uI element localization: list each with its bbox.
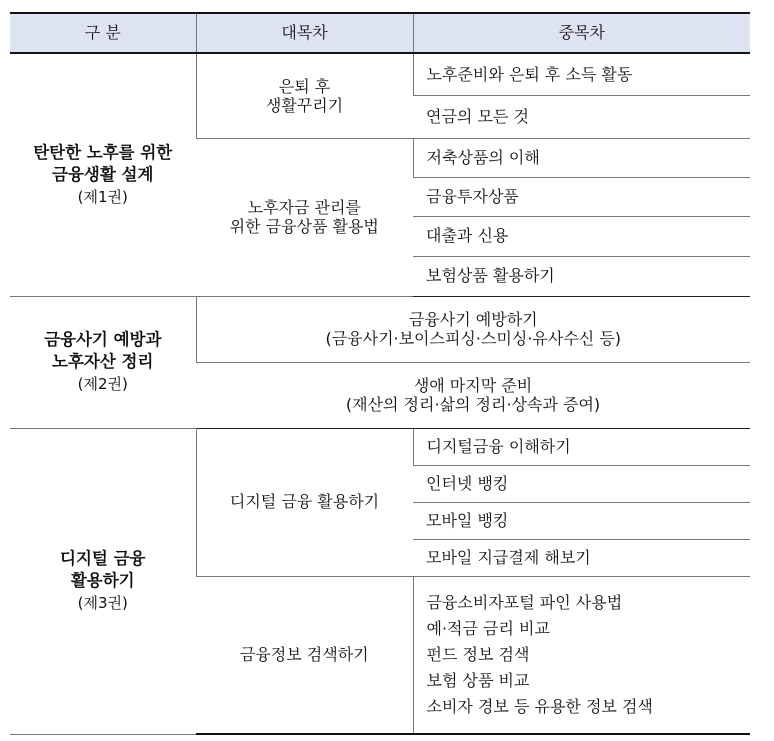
major-line: 디지털 금융 활용하기 xyxy=(229,492,380,512)
header-major: 대목차 xyxy=(196,13,413,53)
minor-item: 연금의 모든 것 xyxy=(413,95,750,138)
section-1-title-line-1: 탄탄한 노후를 위한 xyxy=(33,142,173,162)
section-3-volume: (제3권) xyxy=(77,594,128,612)
minor-item: 모바일 지급결제 해보기 xyxy=(413,539,750,576)
major-line: 위한 금융상품 활용법 xyxy=(229,217,379,236)
major-line: 노후자금 관리를 xyxy=(247,197,361,217)
major-line: 생활꾸리기 xyxy=(265,95,344,115)
section-1-volume: (제1권) xyxy=(77,187,128,206)
section-1-title-line-2: 금융생활 설계 xyxy=(52,164,154,184)
minor-item: 보험상품 활용하기 xyxy=(413,256,750,296)
minor-item: 금융투자상품 xyxy=(413,177,750,216)
minor-item: 인터넷 뱅킹 xyxy=(413,465,750,502)
section-2-title-line-2: 노후자산 정리 xyxy=(52,352,154,371)
section-2-category xyxy=(10,296,196,428)
section-3-title-line-2: 활용하기 xyxy=(70,571,135,590)
header-category: 구 분 xyxy=(10,13,196,53)
section-3-major-1 xyxy=(196,428,413,576)
list-item: 금융소비자포털 파인 사용법 xyxy=(426,592,623,612)
list-item: 펀드 정보 검색 xyxy=(426,644,530,664)
minor-list xyxy=(413,576,750,734)
section-2-item-1 xyxy=(196,296,750,362)
minor-item: 모바일 뱅킹 xyxy=(413,502,750,539)
contents-table xyxy=(10,12,750,735)
section-2-title-line-1: 금융사기 예방과 xyxy=(44,330,162,349)
section-2-item-2 xyxy=(196,362,750,428)
minor-item: 저축상품의 이해 xyxy=(413,138,750,177)
section-3-major-2 xyxy=(196,576,413,734)
item-line: 생애 마지막 준비 xyxy=(413,375,533,395)
table-row xyxy=(10,296,750,362)
table-row xyxy=(10,428,750,465)
minor-item: 대출과 신용 xyxy=(413,216,750,256)
section-1-major-2 xyxy=(196,138,413,296)
item-line: 금융사기 예방하기 xyxy=(408,309,538,329)
major-line: 은퇴 후 xyxy=(278,76,331,96)
item-line: (재산의 정리·삶의 정리·상속과 증여) xyxy=(345,395,601,414)
list-item: 보험 상품 비교 xyxy=(426,670,530,690)
section-2-volume: (제2권) xyxy=(77,375,128,393)
item-line: (금융사기·보이스피싱·스미싱·유사수신 등) xyxy=(325,329,622,348)
header-minor: 중목차 xyxy=(413,13,750,53)
major-line: 금융정보 검색하기 xyxy=(239,645,369,665)
minor-item: 디지털금융 이해하기 xyxy=(413,428,750,465)
header-row xyxy=(10,13,750,53)
table-row xyxy=(10,53,750,95)
section-3-title-line-1: 디지털 금융 xyxy=(60,549,146,568)
list-item: 예·적금 금리 비교 xyxy=(426,618,550,638)
list-item: 소비자 경보 등 유용한 정보 검색 xyxy=(426,696,653,716)
section-3-category xyxy=(10,428,196,734)
section-1-category xyxy=(10,53,196,296)
minor-item: 노후준비와 은퇴 후 소득 활동 xyxy=(413,53,750,95)
section-1-major-1 xyxy=(196,53,413,138)
